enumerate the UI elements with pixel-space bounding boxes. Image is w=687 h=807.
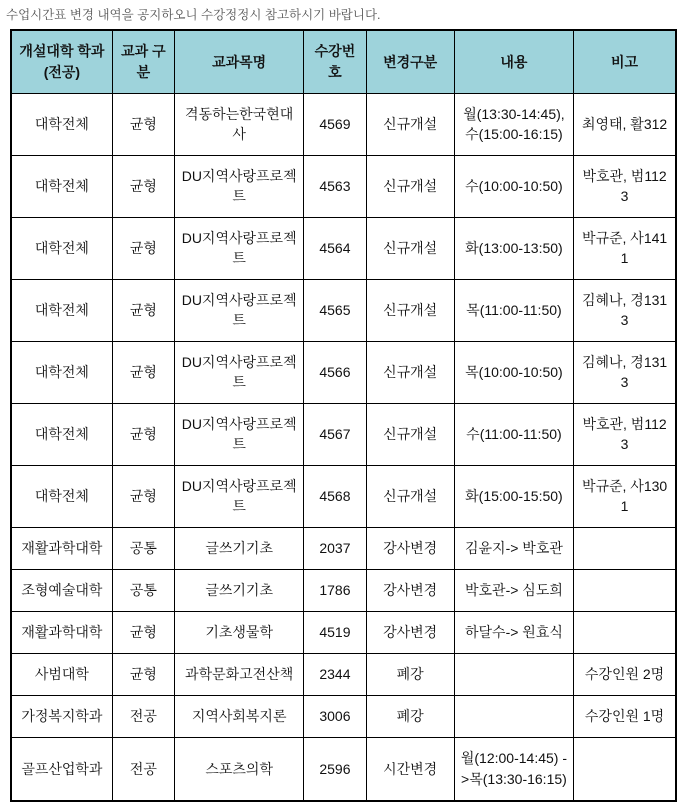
table-row	[11, 465, 676, 527]
cell-category: 균형	[112, 279, 174, 341]
cell-course-code: 2037	[304, 527, 366, 569]
cell-course-name: DU지역사랑프로젝트	[174, 403, 303, 465]
table-row	[11, 155, 676, 217]
cell-category: 균형	[112, 155, 174, 217]
cell-change-type: 강사변경	[366, 611, 454, 653]
cell-course-name: 스포츠의학	[174, 737, 303, 801]
column-header-note: 비고	[574, 30, 676, 93]
table-row	[11, 653, 676, 695]
cell-college: 대학전체	[11, 465, 112, 527]
cell-note	[574, 737, 676, 801]
cell-change-type: 신규개설	[366, 465, 454, 527]
cell-college: 재활과학대학	[11, 611, 112, 653]
cell-college: 대학전체	[11, 341, 112, 403]
table-row	[11, 527, 676, 569]
cell-detail	[454, 653, 573, 695]
cell-change-type: 신규개설	[366, 217, 454, 279]
cell-category: 전공	[112, 695, 174, 737]
cell-change-type: 신규개설	[366, 93, 454, 155]
cell-detail: 화(13:00-13:50)	[454, 217, 573, 279]
cell-change-type: 강사변경	[366, 527, 454, 569]
cell-note: 박호관, 범1123	[574, 155, 676, 217]
cell-course-name: 기초생물학	[174, 611, 303, 653]
cell-detail: 박호관-> 심도희	[454, 569, 573, 611]
cell-course-code: 4567	[304, 403, 366, 465]
cell-note: 김혜나, 경1313	[574, 341, 676, 403]
column-header-category: 교과 구분	[112, 30, 174, 93]
table-row	[11, 695, 676, 737]
header-row	[11, 30, 676, 93]
cell-category: 공통	[112, 569, 174, 611]
cell-course-name: DU지역사랑프로젝트	[174, 465, 303, 527]
cell-course-code: 2344	[304, 653, 366, 695]
cell-course-name: 지역사회복지론	[174, 695, 303, 737]
cell-course-code: 3006	[304, 695, 366, 737]
cell-college: 사범대학	[11, 653, 112, 695]
cell-detail: 목(10:00-10:50)	[454, 341, 573, 403]
cell-change-type: 폐강	[366, 695, 454, 737]
cell-change-type: 시간변경	[366, 737, 454, 801]
cell-course-code: 1786	[304, 569, 366, 611]
cell-detail: 수(10:00-10:50)	[454, 155, 573, 217]
table-row	[11, 217, 676, 279]
cell-detail: 화(15:00-15:50)	[454, 465, 573, 527]
column-header-college: 개설대학 학과(전공)	[11, 30, 112, 93]
table-body	[11, 93, 676, 801]
cell-change-type: 신규개설	[366, 279, 454, 341]
cell-change-type: 신규개설	[366, 403, 454, 465]
cell-change-type: 신규개설	[366, 341, 454, 403]
cell-note: 박규준, 사1411	[574, 217, 676, 279]
cell-college: 대학전체	[11, 217, 112, 279]
cell-note: 박호관, 범1123	[574, 403, 676, 465]
cell-college: 골프산업학과	[11, 737, 112, 801]
cell-category: 균형	[112, 93, 174, 155]
cell-note: 최영태, 활312	[574, 93, 676, 155]
cell-note	[574, 569, 676, 611]
cell-college: 대학전체	[11, 403, 112, 465]
cell-note: 김혜나, 경1313	[574, 279, 676, 341]
cell-detail	[454, 695, 573, 737]
cell-category: 전공	[112, 737, 174, 801]
cell-category: 공통	[112, 527, 174, 569]
cell-course-name: 글쓰기기초	[174, 527, 303, 569]
column-header-detail: 내용	[454, 30, 573, 93]
cell-change-type: 폐강	[366, 653, 454, 695]
table-row	[11, 279, 676, 341]
cell-course-name: DU지역사랑프로젝트	[174, 341, 303, 403]
table-row	[11, 341, 676, 403]
cell-college: 대학전체	[11, 93, 112, 155]
cell-course-name: DU지역사랑프로젝트	[174, 155, 303, 217]
cell-course-name: 글쓰기기초	[174, 569, 303, 611]
cell-course-code: 4569	[304, 93, 366, 155]
column-header-change-type: 변경구분	[366, 30, 454, 93]
cell-course-name: 격동하는한국현대사	[174, 93, 303, 155]
cell-course-code: 4519	[304, 611, 366, 653]
cell-note	[574, 527, 676, 569]
cell-detail: 하달수-> 원효식	[454, 611, 573, 653]
cell-change-type: 강사변경	[366, 569, 454, 611]
column-header-course-code: 수강번호	[304, 30, 366, 93]
cell-course-name: DU지역사랑프로젝트	[174, 217, 303, 279]
cell-course-code: 4564	[304, 217, 366, 279]
table-header	[11, 30, 676, 93]
table-row	[11, 403, 676, 465]
cell-college: 가정복지학과	[11, 695, 112, 737]
cell-note: 수강인원 1명	[574, 695, 676, 737]
cell-course-code: 4565	[304, 279, 366, 341]
cell-category: 균형	[112, 611, 174, 653]
cell-detail: 수(11:00-11:50)	[454, 403, 573, 465]
table-row	[11, 569, 676, 611]
cell-course-name: 과학문화고전산책	[174, 653, 303, 695]
cell-category: 균형	[112, 465, 174, 527]
table-row	[11, 737, 676, 801]
notice-text: 수업시간표 변경 내역을 공지하오니 수강정정시 참고하시기 바랍니다.	[6, 8, 381, 22]
cell-category: 균형	[112, 217, 174, 279]
column-header-course-name: 교과목명	[174, 30, 303, 93]
cell-college: 재활과학대학	[11, 527, 112, 569]
cell-course-code: 4563	[304, 155, 366, 217]
cell-category: 균형	[112, 653, 174, 695]
cell-course-code: 4568	[304, 465, 366, 527]
cell-category: 균형	[112, 341, 174, 403]
cell-note: 박규준, 사1301	[574, 465, 676, 527]
cell-detail: 목(11:00-11:50)	[454, 279, 573, 341]
cell-course-name: DU지역사랑프로젝트	[174, 279, 303, 341]
cell-course-code: 2596	[304, 737, 366, 801]
cell-college: 조형예술대학	[11, 569, 112, 611]
cell-note: 수강인원 2명	[574, 653, 676, 695]
cell-category: 균형	[112, 403, 174, 465]
cell-detail: 월(13:30-14:45), 수(15:00-16:15)	[454, 93, 573, 155]
table-row	[11, 611, 676, 653]
table-row	[11, 93, 676, 155]
cell-note	[574, 611, 676, 653]
course-change-table	[10, 29, 677, 802]
cell-college: 대학전체	[11, 155, 112, 217]
cell-course-code: 4566	[304, 341, 366, 403]
cell-detail: 김윤지-> 박호관	[454, 527, 573, 569]
cell-change-type: 신규개설	[366, 155, 454, 217]
cell-detail: 월(12:00-14:45) ->목(13:30-16:15)	[454, 737, 573, 801]
cell-college: 대학전체	[11, 279, 112, 341]
